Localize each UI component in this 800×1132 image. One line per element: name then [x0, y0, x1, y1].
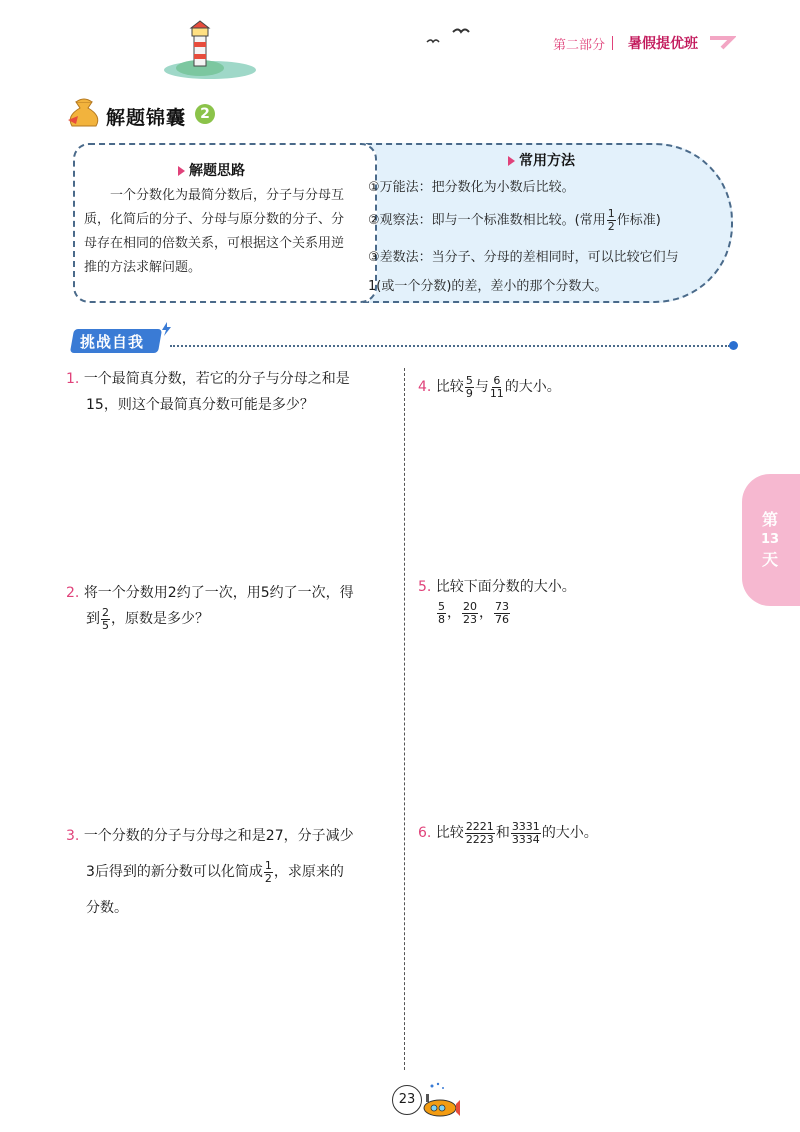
- lightning-icon: [160, 322, 172, 336]
- question-number: 4.: [418, 379, 432, 395]
- question-2: [66, 580, 396, 632]
- numerator: 5: [465, 373, 473, 387]
- section-number-badge: 2: [195, 104, 215, 124]
- challenge-banner-text: 挑战自我: [80, 333, 145, 351]
- separator: ，: [447, 605, 461, 621]
- numerator: 73: [495, 599, 509, 613]
- fraction: [490, 375, 504, 400]
- method-2-pre: ②观察法：即与一个标准数相比较。(常用: [368, 213, 606, 228]
- submarine-icon: [418, 1082, 460, 1118]
- question-number: 6.: [418, 825, 432, 841]
- question-3: [66, 818, 396, 926]
- question-text: 比较: [435, 825, 464, 841]
- fraction: [465, 821, 495, 846]
- fraction: [494, 601, 510, 626]
- denominator: 3334: [511, 832, 540, 846]
- fraction: [462, 601, 478, 626]
- question-text: 的大小。: [541, 825, 598, 841]
- pointer-triangle-icon: [178, 166, 185, 176]
- divider-end-dot: [729, 341, 738, 350]
- numerator: 6: [493, 373, 501, 387]
- fraction: [465, 375, 474, 400]
- numerator: 2: [102, 605, 109, 619]
- section-title: 解题锦囊: [106, 107, 187, 129]
- question-text: 到: [86, 611, 100, 627]
- question-number: 5.: [418, 579, 432, 595]
- methods-heading-text: 常用方法: [519, 153, 575, 169]
- pointer-triangle-icon: [508, 156, 515, 166]
- question-text: 一个最简真分数，若它的分子与分母之和是: [83, 371, 350, 387]
- header-part-label: 第二部分: [553, 38, 606, 53]
- numerator: 20: [463, 599, 477, 613]
- numerator: 5: [438, 599, 445, 613]
- question-text: 比较: [435, 379, 464, 395]
- denominator: 2: [607, 220, 615, 233]
- method-1: ①万能法：把分数化为小数后比较。: [368, 180, 575, 195]
- question-number: 1.: [66, 371, 80, 387]
- question-6: [418, 820, 738, 846]
- lighthouse-illustration: [160, 18, 260, 80]
- method-3-line1: ③差数法：当分子、分母的差相同时，可以比较它们与: [368, 250, 679, 265]
- side-tab-day: 13: [760, 532, 780, 547]
- dotted-divider: [170, 345, 730, 347]
- denominator: 5: [102, 618, 109, 632]
- ideas-text: 一个分数化为最简分数后，分子与分母互质，化简后的分子、分母与原分数的分子、分母存在相同的倍数关系，可根据这个关系用逆推的方法求解问题。: [84, 188, 345, 275]
- numerator: 1: [607, 207, 615, 220]
- ideas-heading-text: 解题思路: [189, 163, 245, 179]
- question-text: 将一个分数用2约了一次，用5约了一次，得: [83, 585, 354, 601]
- question-1: [66, 366, 396, 418]
- denominator: 23: [463, 612, 477, 626]
- question-number: 3.: [66, 828, 80, 844]
- ideas-heading: [178, 160, 245, 180]
- birds-icon: [425, 26, 470, 46]
- header-divider: [612, 36, 613, 50]
- fraction: [511, 821, 541, 846]
- denominator: 8: [438, 612, 445, 626]
- question-text: 3后得到的新分数可以化简成: [86, 864, 263, 880]
- side-tab-char: 第: [761, 510, 778, 529]
- question-text: 比较下面分数的大小。: [435, 579, 576, 595]
- fraction: [101, 607, 110, 632]
- question-5: [418, 574, 738, 626]
- fraction: [264, 860, 273, 885]
- denominator: 2223: [465, 832, 494, 846]
- column-divider: [404, 368, 405, 1070]
- day-side-tab-text: [760, 510, 780, 570]
- question-text: 一个分数的分子与分母之和是27，分子减少: [83, 828, 354, 844]
- methods-heading: [508, 150, 575, 170]
- question-text: 的大小。: [504, 379, 561, 395]
- method-2: [368, 208, 661, 233]
- question-text: 15，则这个最简真分数可能是多少？: [86, 397, 314, 413]
- question-text: ，原数是多少？: [111, 611, 209, 627]
- question-number: 2.: [66, 585, 80, 601]
- denominator: 9: [465, 386, 473, 400]
- side-tab-char: 天: [761, 550, 778, 569]
- header-swoosh-icon: [708, 34, 736, 50]
- header-title: 暑假提优班: [628, 36, 698, 52]
- method-3-line2: 1(或一个分数)的差，差小的那个分数大。: [368, 279, 608, 294]
- denominator: 2: [264, 871, 272, 885]
- method-2-post: 作标准): [616, 213, 661, 228]
- question-4: [418, 374, 738, 400]
- separator: ，: [479, 605, 493, 621]
- numerator: 3331: [511, 819, 540, 833]
- question-text: ，求原来的: [273, 864, 344, 880]
- numerator: 2221: [465, 819, 494, 833]
- question-text: 分数。: [86, 900, 128, 916]
- question-text: 与: [474, 379, 489, 395]
- question-text: 和: [495, 825, 510, 841]
- page-number: 23: [392, 1085, 422, 1115]
- denominator: 76: [495, 612, 509, 626]
- money-bag-icon: [64, 94, 104, 130]
- fraction: [607, 208, 616, 233]
- denominator: 11: [489, 386, 504, 400]
- fraction: [437, 601, 446, 626]
- numerator: 1: [264, 858, 272, 872]
